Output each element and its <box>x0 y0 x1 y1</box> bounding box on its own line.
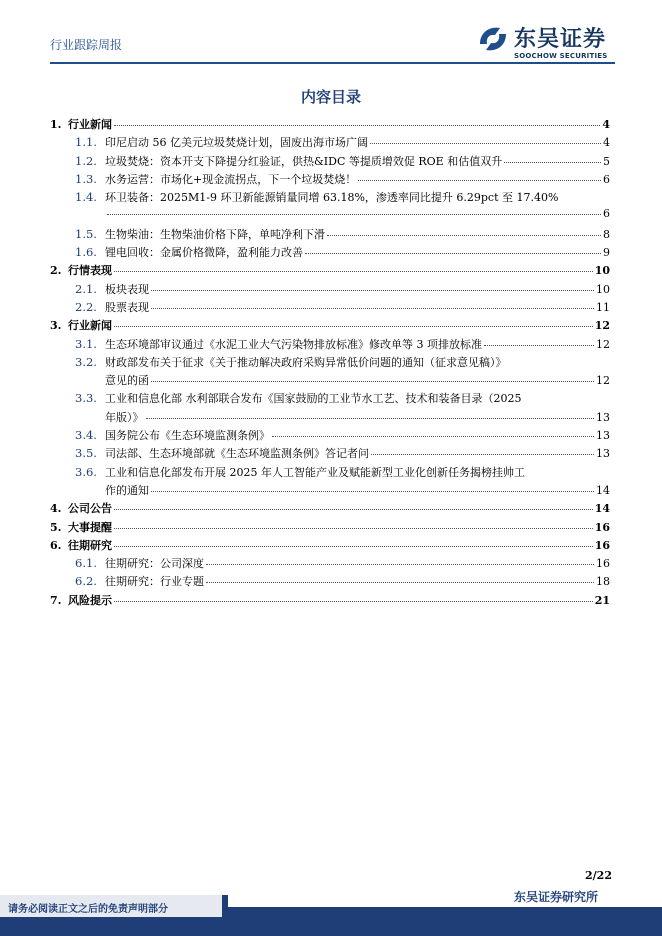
toc-entry[interactable] <box>50 226 610 244</box>
toc-title: 内容目录 <box>300 88 361 106</box>
header-divider <box>50 62 615 64</box>
toc-entry-page: 14 <box>596 483 610 497</box>
toc-entry-page: 11 <box>596 300 610 314</box>
toc-entry[interactable] <box>50 464 610 482</box>
toc-leader-dots <box>114 601 593 602</box>
toc-entry[interactable] <box>50 592 610 610</box>
toc-entry-number: 2.1. <box>75 281 97 296</box>
toc-entry[interactable] <box>50 281 610 299</box>
toc-entry-page: 4 <box>602 118 610 131</box>
toc-entry-number: 7. <box>50 593 62 607</box>
toc-entry-text: 垃圾焚烧：资本开支下降提分红验证，供热&IDC 等提质增效促 ROE 和估值双升 <box>105 154 503 168</box>
toc-entry-text: 股票表现 <box>105 300 149 314</box>
toc-entry[interactable] <box>50 445 610 463</box>
toc-entry-number: 1.2. <box>75 153 97 168</box>
toc-entry-text: 环卫装备：2025M1-9 环卫新能源销量同增 63.18%，渗透率同比提升 6.29pct 至 17.40% <box>105 191 559 205</box>
toc-entry-text: 行情表现 <box>68 264 112 278</box>
toc-entry[interactable] <box>50 153 610 171</box>
toc-entry-page: 12 <box>596 374 610 388</box>
toc-leader-dots <box>114 271 593 272</box>
toc-entry-page: 6 <box>603 172 610 186</box>
page-number: 2/22 <box>585 869 612 882</box>
logo-english-name: SOOCHOW SECURITIES <box>514 52 608 60</box>
toc-entry[interactable] <box>50 116 610 134</box>
toc-leader-dots <box>151 491 594 492</box>
toc-entry-number: 3.2. <box>75 354 97 369</box>
toc-entry[interactable] <box>50 336 610 354</box>
toc-entry-page: 13 <box>596 410 610 424</box>
toc-entry[interactable] <box>50 171 610 189</box>
toc-leader-dots <box>484 345 594 346</box>
toc-entry-continuation[interactable] <box>50 409 610 427</box>
logo-chinese-name: 东吴证券 <box>514 27 607 52</box>
toc-entry-text: 风险提示 <box>68 593 112 607</box>
toc-entry-number: 2. <box>50 264 62 278</box>
toc-entry-text: 往期研究：行业专题 <box>105 575 204 589</box>
toc-entry-number: 1. <box>50 118 62 131</box>
toc-entry-page: 13 <box>596 429 610 443</box>
toc-entry-page: 10 <box>594 264 610 278</box>
toc-entry-number: 3.1. <box>75 336 97 351</box>
toc-leader-dots <box>370 143 601 144</box>
company-logo <box>476 22 616 62</box>
toc-entry-text: 锂电回收：金属价格微降，盈利能力改善 <box>105 246 303 260</box>
toc-entry-number: 1.6. <box>75 245 97 260</box>
toc-entry[interactable] <box>50 537 610 555</box>
toc-entry-text: 工业和信息化部 水利部联合发布《国家鼓励的工业节水工艺、技术和装备目录（2025 <box>105 392 522 406</box>
toc-leader-dots <box>146 418 595 419</box>
toc-entry-text: 水务运营：市场化+现金流拐点，下一个垃圾焚烧！ <box>105 172 357 186</box>
toc-entry-text: 生物柴油：生物柴油价格下降，单吨净利下滑 <box>105 227 325 241</box>
toc-entry-number: 1.3. <box>75 171 97 186</box>
toc-leader-dots <box>114 326 593 327</box>
toc-entry-page: 9 <box>603 246 610 260</box>
toc-entry-page: 18 <box>596 575 610 589</box>
toc-entry-number: 6.1. <box>75 556 97 571</box>
report-type-label: 行业跟踪周报 <box>50 38 123 52</box>
toc-entry-number: 3. <box>50 319 62 333</box>
toc-entry-number: 1.1. <box>75 135 97 150</box>
toc-leader-dots <box>206 564 594 565</box>
toc-leader-dots <box>151 290 594 291</box>
toc-entry-page: 16 <box>594 538 610 552</box>
toc-entry-number: 4. <box>50 502 62 516</box>
toc-entry-text: 生态环境部审议通过《水泥工业大气污染物排放标准》修改单等 3 项排放标准 <box>105 337 482 351</box>
toc-entry[interactable] <box>50 500 610 518</box>
toc-entry-text: 行业新闻 <box>68 319 112 333</box>
table-of-contents <box>50 116 610 610</box>
toc-entry-continuation[interactable] <box>50 207 610 225</box>
toc-entry-number: 3.4. <box>75 428 97 443</box>
toc-entry[interactable] <box>50 427 610 445</box>
toc-entry-number: 1.4. <box>75 190 97 205</box>
toc-leader-dots <box>114 125 600 126</box>
toc-entry-text: 往期研究 <box>68 538 112 552</box>
toc-entry[interactable] <box>50 390 610 408</box>
footer-disclaimer: 请务必阅读正文之后的免责声明部分 <box>8 904 168 915</box>
toc-leader-dots <box>206 582 594 583</box>
footer-org-name: 东吴证券研究所 <box>514 890 599 904</box>
toc-entry-page: 5 <box>603 154 610 168</box>
toc-entry-continuation[interactable] <box>50 482 610 500</box>
toc-entry[interactable] <box>50 317 610 335</box>
toc-entry-number: 6.2. <box>75 574 97 589</box>
toc-entry-page: 16 <box>594 520 610 534</box>
toc-entry-page: 14 <box>594 502 610 516</box>
soochow-logo-icon <box>476 22 510 56</box>
toc-entry[interactable] <box>50 519 610 537</box>
toc-entry-text: 司法部、生态环境部就《生态环境监测条例》答记者问 <box>105 447 369 461</box>
toc-entry-page: 4 <box>603 136 610 150</box>
toc-entry-text-cont: 意见的函 <box>105 374 149 388</box>
toc-leader-dots <box>114 528 593 529</box>
toc-entry[interactable] <box>50 299 610 317</box>
toc-entry-text: 板块表现 <box>105 282 149 296</box>
toc-leader-dots <box>371 454 594 455</box>
toc-entry-page: 13 <box>596 447 610 461</box>
toc-entry[interactable] <box>50 573 610 591</box>
toc-entry-text: 工业和信息化部发布开展 2025 年人工智能产业及赋能新型工业化创新任务揭榜挂帅工 <box>105 465 525 479</box>
toc-entry-text: 财政部发布关于征求《关于推动解决政府采购异常低价问题的通知（征求意见稿）》 <box>105 355 507 369</box>
toc-entry[interactable] <box>50 555 610 573</box>
toc-entry[interactable] <box>50 244 610 262</box>
toc-entry-text: 公司公告 <box>68 502 112 516</box>
toc-entry-page: 10 <box>596 282 610 296</box>
toc-entry[interactable] <box>50 134 610 152</box>
toc-leader-dots <box>114 509 593 510</box>
toc-entry-number: 3.6. <box>75 464 97 479</box>
toc-entry-number: 3.3. <box>75 391 97 406</box>
toc-entry[interactable] <box>50 354 610 372</box>
toc-entry-number: 1.5. <box>75 226 97 241</box>
toc-entry-page: 12 <box>594 319 610 333</box>
toc-leader-dots <box>504 162 601 163</box>
toc-leader-dots <box>151 308 594 309</box>
toc-entry[interactable] <box>50 189 610 207</box>
toc-leader-dots <box>114 546 593 547</box>
toc-entry-text-cont: 作的通知 <box>105 483 149 497</box>
toc-leader-dots <box>327 235 601 236</box>
toc-entry-number: 5. <box>50 520 62 534</box>
toc-entry-text: 印尼启动 56 亿美元垃圾焚烧计划，固废出海市场广阔 <box>105 136 368 150</box>
toc-entry-page: 12 <box>596 337 610 351</box>
toc-entry-page: 21 <box>594 593 610 607</box>
toc-entry-text-cont: 年版）》 <box>105 410 144 424</box>
toc-entry-continuation[interactable] <box>50 372 610 390</box>
toc-entry-text: 行业新闻 <box>68 118 112 131</box>
toc-entry-text: 大事提醒 <box>68 520 112 534</box>
toc-leader-dots <box>272 436 594 437</box>
toc-leader-dots <box>358 180 601 181</box>
toc-entry-number: 2.2. <box>75 299 97 314</box>
toc-entry-number: 3.5. <box>75 446 97 461</box>
toc-entry-page: 16 <box>596 557 610 571</box>
toc-leader-dots <box>151 381 594 382</box>
toc-entry-page: 8 <box>603 227 610 241</box>
toc-entry-number: 6. <box>50 538 62 552</box>
toc-entry-page: 6 <box>603 207 610 221</box>
toc-leader-dots <box>305 253 601 254</box>
toc-leader-dots <box>107 214 601 215</box>
toc-entry-text: 往期研究：公司深度 <box>105 557 204 571</box>
toc-entry-text: 国务院公布《生态环境监测条例》 <box>105 429 270 443</box>
toc-entry[interactable] <box>50 262 610 280</box>
